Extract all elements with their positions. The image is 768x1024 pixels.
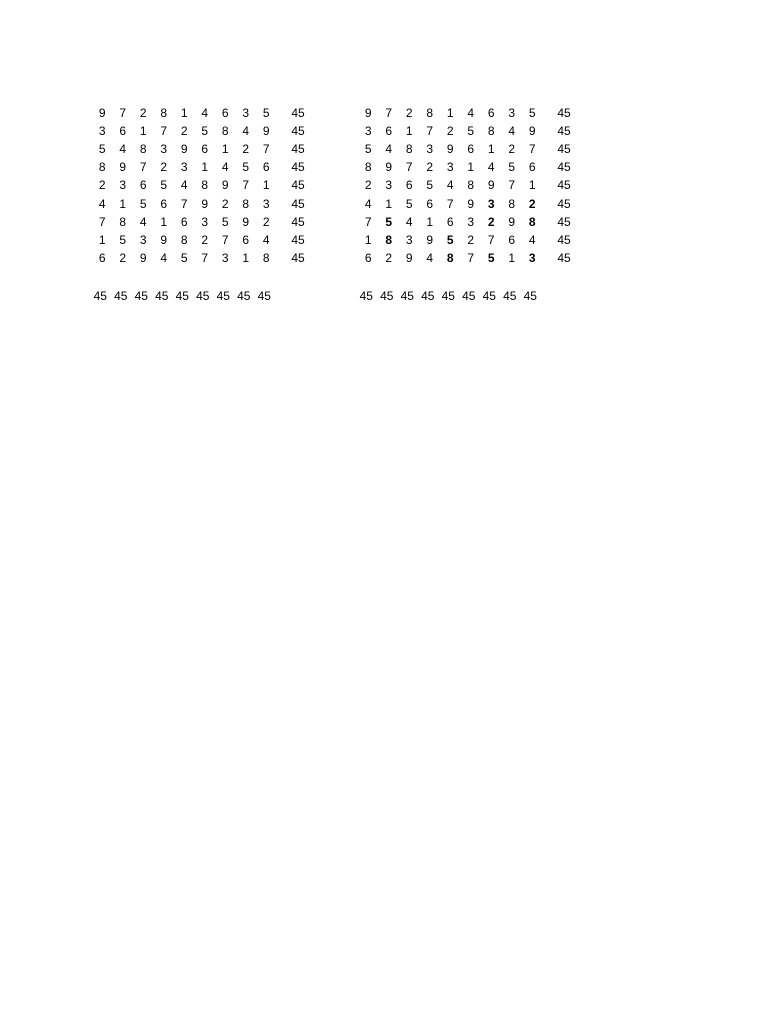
column-sum: 45 [462,289,476,303]
grid-cell: 5 [262,106,270,120]
column-sum: 45 [359,289,373,303]
grid-cell: 4 [98,196,106,211]
row-sum: 45 [557,232,571,247]
grid-cell: 7 [98,214,106,229]
grid-cell: 3 [426,142,434,157]
grid-cell: 7 [405,160,413,175]
grid-cell: 8 [528,214,536,229]
grid-cell: 1 [508,250,516,265]
row-sum: 45 [291,232,305,247]
grid-cell: 9 [242,214,250,229]
grid-cell: 6 [405,178,413,193]
grid-cell: 3 [98,124,106,139]
grid-cell: 2 [528,196,536,211]
grid-cell: 8 [405,142,413,157]
grid-cell: 6 [201,142,209,157]
grid-cell: 2 [405,106,413,120]
grid-cell: 4 [385,142,393,157]
row-sum: 45 [291,178,305,193]
grid-cell: 8 [180,232,188,247]
grid-cell: 7 [508,178,516,193]
grid-cell: 4 [426,250,434,265]
grid-cell: 1 [119,196,127,211]
row-sum: 45 [291,142,305,157]
grid-cell: 7 [426,124,434,139]
column-sum: 45 [441,289,455,303]
grid-cell: 1 [139,124,147,139]
column-sum: 45 [257,289,271,303]
grid-cell: 6 [364,250,372,265]
grid-cell: 3 [385,178,393,193]
grid-cell: 9 [262,124,270,139]
grid-cell: 9 [98,106,106,120]
grid-cell: 3 [467,214,475,229]
grid-cell: 3 [262,196,270,211]
grid-cell: 5 [487,250,495,265]
grid-cell: 4 [242,124,250,139]
row-sum: 45 [557,196,571,211]
grid-cell: 1 [405,124,413,139]
grid-cell: 4 [405,214,413,229]
grid-cell: 7 [221,232,229,247]
grid-cell: 4 [262,232,270,247]
grid-cell: 8 [364,160,372,175]
grid-cell: 6 [180,214,188,229]
grid-cell: 9 [446,142,454,157]
column-sum: 45 [237,289,251,303]
grid-cell: 7 [364,214,372,229]
grid-cell: 3 [528,250,536,265]
grid-cell: 4 [364,196,372,211]
grid-cell: 7 [119,106,127,120]
grid-cell: 8 [160,106,168,120]
grid-cell: 5 [385,214,393,229]
column-sum: 45 [175,289,189,303]
grid-cell: 3 [446,160,454,175]
grid-cell: 6 [487,106,495,120]
grid-cell: 6 [446,214,454,229]
grid-cell: 9 [508,214,516,229]
row-sum: 45 [557,214,571,229]
grid-cell: 1 [446,106,454,120]
grid-cell: 4 [467,106,475,120]
grid-cell: 9 [160,232,168,247]
grid-cell: 3 [160,142,168,157]
grid-cell: 1 [426,214,434,229]
row-sum: 45 [291,214,305,229]
grid-cell: 8 [467,178,475,193]
grid-cell: 9 [119,160,127,175]
grid-cell: 3 [364,124,372,139]
grid-cell: 2 [385,250,393,265]
grid-cell: 6 [221,106,229,120]
grid-cell: 3 [405,232,413,247]
grid-cell: 8 [426,106,434,120]
row-sum: 45 [557,142,571,157]
grid-cell: 7 [242,178,250,193]
grid-cell: 3 [242,106,250,120]
grid-cell: 6 [98,250,106,265]
grid-cell: 2 [98,178,106,193]
grid-cell: 8 [508,196,516,211]
grid-cell: 6 [508,232,516,247]
column-sum: 45 [196,289,210,303]
grid-cell: 9 [201,196,209,211]
row-sum: 45 [557,250,571,265]
grid-cell: 6 [467,142,475,157]
grid-cell: 6 [426,196,434,211]
row-sum: 45 [291,196,305,211]
grid-cell: 7 [467,250,475,265]
grid-cell: 1 [221,142,229,157]
row-sum: 45 [557,160,571,175]
grid-cell: 6 [385,124,393,139]
grid-cell: 5 [201,124,209,139]
grid-cell: 6 [262,160,270,175]
grid-cell: 2 [221,196,229,211]
grid-cell: 1 [467,160,475,175]
grid-cell: 2 [242,142,250,157]
grid-cell: 5 [98,142,106,157]
grid-cell: 5 [180,250,188,265]
grid-cell: 7 [385,106,393,120]
grid-cell: 5 [139,196,147,211]
column-sum: 45 [380,289,394,303]
grid-cell: 1 [364,232,372,247]
grid-cell: 6 [242,232,250,247]
grid-cell: 9 [364,106,372,120]
grid-cell: 1 [98,232,106,247]
grid-cell: 8 [139,142,147,157]
grid-cell: 4 [160,250,168,265]
grid-cell: 3 [180,160,188,175]
grid-cell: 9 [139,250,147,265]
column-sum: 45 [155,289,169,303]
grid-cell: 9 [426,232,434,247]
grid-cell: 8 [262,250,270,265]
grid-cell: 2 [139,106,147,120]
grid-cell: 3 [221,250,229,265]
grid-cell: 7 [487,232,495,247]
grid-cell: 6 [119,124,127,139]
grid-cell: 4 [180,178,188,193]
grid-cell: 8 [242,196,250,211]
grid-cell: 2 [508,142,516,157]
column-sum: 45 [216,289,230,303]
row-sum: 45 [557,124,571,139]
grid-cell: 5 [528,106,536,120]
grid-cell: 7 [201,250,209,265]
grid-cell: 1 [242,250,250,265]
grid-cell: 4 [221,160,229,175]
grid-cell: 7 [446,196,454,211]
grid-cell: 4 [201,106,209,120]
grid-cell: 6 [139,178,147,193]
column-sum: 45 [523,289,537,303]
grid-cell: 3 [139,232,147,247]
grid-cell: 2 [201,232,209,247]
grid-cell: 4 [119,142,127,157]
grid-cell: 4 [487,160,495,175]
grid-cell: 3 [201,214,209,229]
grid-cell: 2 [180,124,188,139]
grid-cell: 7 [262,142,270,157]
grid-cell: 5 [467,124,475,139]
grid-cell: 9 [405,250,413,265]
grid-cell: 5 [221,214,229,229]
column-sum: 45 [482,289,496,303]
grid-cell: 5 [508,160,516,175]
grid-cell: 8 [119,214,127,229]
grid-cell: 3 [487,196,495,211]
grid-cell: 7 [160,124,168,139]
grid-cell: 9 [467,196,475,211]
grid-cell: 5 [426,178,434,193]
grid-cell: 3 [508,106,516,120]
grid-cell: 4 [139,214,147,229]
column-sum: 45 [93,289,107,303]
grid-cell: 2 [467,232,475,247]
row-sum: 45 [291,160,305,175]
grid-cell: 2 [364,178,372,193]
grid-cell: 7 [139,160,147,175]
grid-cell: 5 [242,160,250,175]
grid-cell: 8 [221,124,229,139]
grid-cell: 9 [180,142,188,157]
grid-cell: 1 [487,142,495,157]
grid-cell: 6 [160,196,168,211]
column-sum: 45 [421,289,435,303]
grid-cell: 5 [446,232,454,247]
grid-cell: 1 [262,178,270,193]
grid-cell: 2 [119,250,127,265]
grid-cell: 4 [446,178,454,193]
grid-cell: 1 [385,196,393,211]
grid-cell: 5 [160,178,168,193]
grid-cell: 8 [385,232,393,247]
grid-cell: 9 [385,160,393,175]
grid-cell: 2 [446,124,454,139]
grid-cell: 2 [160,160,168,175]
grid-cell: 9 [487,178,495,193]
column-sum: 45 [503,289,517,303]
grid-cell: 3 [119,178,127,193]
row-sum: 45 [557,178,571,193]
grid-cell: 2 [426,160,434,175]
column-sum: 45 [400,289,414,303]
grid-cell: 5 [119,232,127,247]
row-sum: 45 [291,124,305,139]
row-sum: 45 [291,106,305,120]
grid-cell: 2 [262,214,270,229]
grid-cell: 8 [446,250,454,265]
grid-cell: 9 [221,178,229,193]
grid-cell: 8 [487,124,495,139]
row-sum: 45 [557,106,571,120]
grid-cell: 1 [201,160,209,175]
grid-cell: 4 [508,124,516,139]
grid-cell: 6 [528,160,536,175]
grid-cell: 4 [528,232,536,247]
grid-cell: 1 [180,106,188,120]
grid-cell: 7 [180,196,188,211]
grid-cell: 7 [528,142,536,157]
row-sum: 45 [291,250,305,265]
grid-cell: 5 [364,142,372,157]
grid-cell: 1 [160,214,168,229]
grid-cell: 8 [201,178,209,193]
grid-cell: 9 [528,124,536,139]
grid-cell: 2 [487,214,495,229]
column-sum: 45 [134,289,148,303]
column-sum: 45 [114,289,128,303]
grid-cell: 5 [405,196,413,211]
grid-cell: 1 [528,178,536,193]
grid-cell: 8 [98,160,106,175]
